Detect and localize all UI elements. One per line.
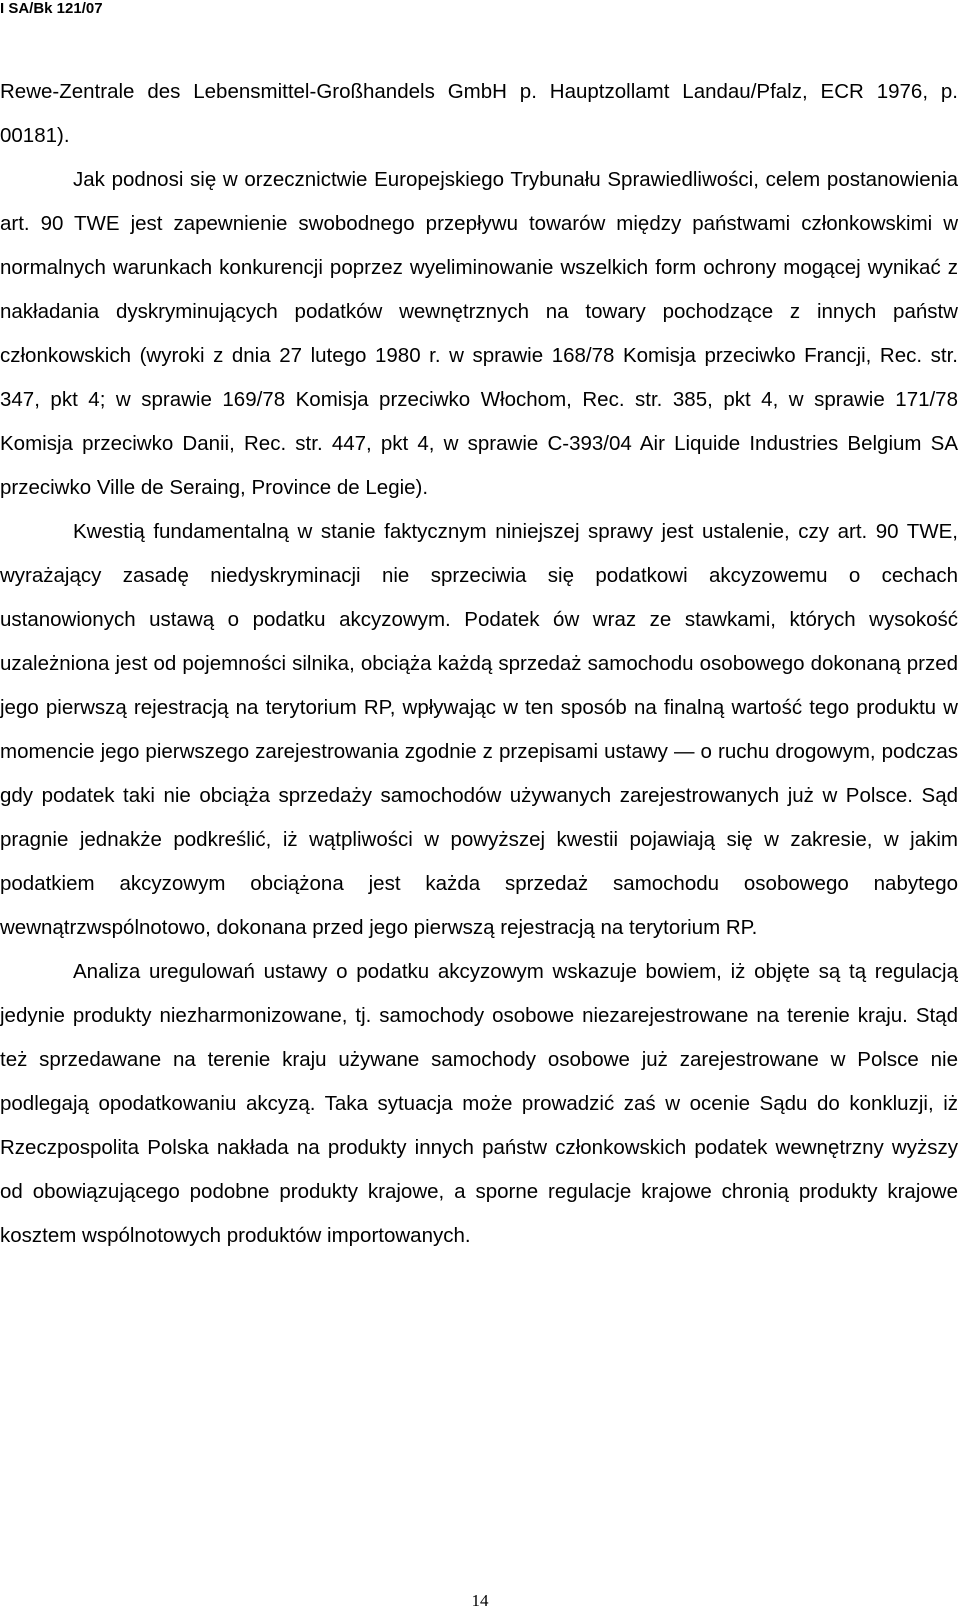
paragraph-citation-continuation: Rewe-Zentrale des Lebensmittel-Großhandels GmbH p. Hauptzollamt Landau/Pfalz, ECR 1976, p. 00181). [0,80,958,147]
paragraph-fundamental-issue: Kwestią fundamentalną w stanie faktycznym niniejszej sprawy jest ustalenie, czy art. 90 TWE, wyrażający zasadę niedyskryminacji nie sprzeciwia się podatkowi akcyzowemu o cechach ustanowionych ustawą o podatku akcyzowym. Podatek ów wraz ze stawkami, których wysokość uzależniona jest od pojemności silnika, obciąża każdą sprzedaż samochodu osobowego dokonaną przed jego pierwszą rejestracją na terytorium RP, wpływając w ten sposób na finalną wartość tego produktu w momencie jego pierwszego zarejestrowania zgodnie z przepisami ustawy — o ruchu drogowym, podczas gdy podatek taki nie obciąża sprzedaży samochodów używanych zarejestrowanych już w Polsce. Sąd pragnie jednakże podkreślić, iż wątpliwości w powyższej kwestii pojawiają się w zakresie, w jakim podatkiem akcyzowym obciążona jest każda sprzedaż samochodu osobowego nabytego wewnątrzwspólnotowo, dokonana przed jego pierwszą rejestracją na terytorium RP. [0,520,958,939]
paragraph-excise-analysis: Analiza uregulowań ustawy o podatku akcyzowym wskazuje bowiem, iż objęte są tą regulacją jedynie produkty niezharmonizowane, tj. samochody osobowe niezarejestrowane na terenie kraju. Stąd też sprzedawane na terenie kraju używane samochody osobowe już zarejestrowane w Polsce nie podlegają opodatkowaniu akcyzą. Taka sytuacja może prowadzić zaś w ocenie Sądu do konkluzji, iż Rzeczpospolita Polska nakłada na produkty innych państw członkowskich podatek wewnętrzny wyższy od obowiązującego podobne produkty krajowe, a sporne regulacje krajowe chronią produkty krajowe kosztem wspólnotowych produktów importowanych. [0,960,958,1247]
document-body [0,70,958,1258]
page-number: 14 [471,1591,489,1610]
paragraph-tsue-jurisprudence: Jak podnosi się w orzecznictwie Europejskiego Trybunału Sprawiedliwości, celem postanowienia art. 90 TWE jest zapewnienie swobodnego przepływu towarów między państwami członkowskimi w normalnych warunkach konkurencji poprzez wyeliminowanie wszelkich form ochrony mogącej wynikać z nakładania dyskryminujących podatków wewnętrznych na towary pochodzące z innych państw członkowskich (wyroki z dnia 27 lutego 1980 r. w sprawie 168/78 Komisja przeciwko Francji, Rec. str. 347, pkt 4; w sprawie 169/78 Komisja przeciwko Włochom, Rec. str. 385, pkt 4, w sprawie 171/78 Komisja przeciwko Danii, Rec. str. 447, pkt 4, w sprawie C-393/04 Air Liquide Industries Belgium SA przeciwko Ville de Seraing, Province de Legie). [0,168,958,499]
case-reference: I SA/Bk 121/07 [0,0,103,17]
